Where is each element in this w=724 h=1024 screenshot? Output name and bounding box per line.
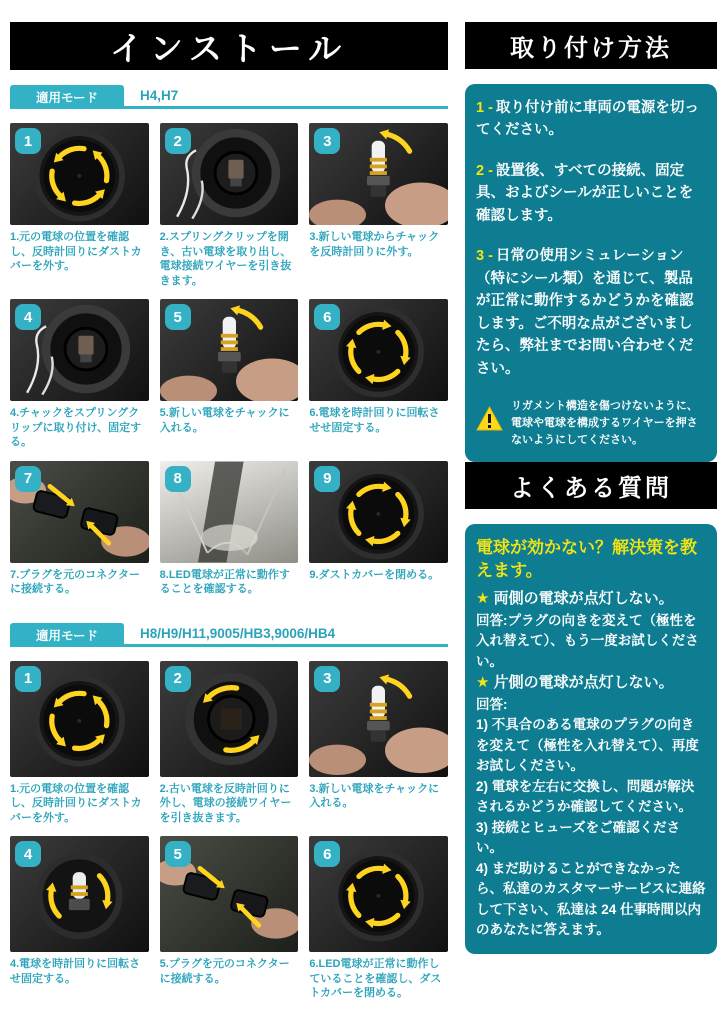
faq-answer-line: 1) 不具合のある電球のプラグの向きを変えて（極性を入れ替えて）、再度お試しください。 [476, 717, 699, 774]
method-title-bar [465, 22, 717, 69]
step-caption: 3.新しい電球からチャックを反時計回りに外す。 [309, 231, 440, 258]
faq-title: よくある質問 [510, 475, 672, 503]
mode-value: H4,H7 [140, 88, 179, 103]
step-cell [309, 461, 448, 608]
step-number-badge: 3 [314, 128, 340, 154]
step-photo [309, 123, 448, 225]
faq-answer-line: 回答: [476, 696, 508, 712]
step-cell [160, 123, 299, 299]
step-number-badge: 6 [314, 841, 340, 867]
step-number-badge: 5 [165, 304, 191, 330]
step-number-badge: 5 [165, 841, 191, 867]
step-cell [160, 661, 299, 837]
step-cell [160, 461, 299, 608]
step-number-badge: 7 [15, 466, 41, 492]
step-photo [10, 836, 149, 952]
step-photo [160, 461, 299, 563]
step-photo [160, 299, 299, 401]
warning-text: リガメント構造を傷つけないように、電球や電球を構成するワイヤーを押さないようにしてください。 [511, 400, 698, 447]
step-photo [10, 299, 149, 401]
mode-value: H8/H9/H11,9005/HB3,9006/HB4 [140, 625, 336, 641]
faq-heading: 電球が効かない？解決策を教えます。 [476, 538, 697, 581]
step-caption: 2.スプリングクリップを開き、古い電球を取り出し、電球接続ワイヤーを引き抜きます。 [159, 231, 292, 287]
mode-label-tab: 適用モード [10, 85, 124, 109]
step-caption: 9.ダストカバーを閉める。 [309, 568, 440, 581]
step-photo [309, 836, 448, 952]
warning-note [476, 398, 706, 449]
method-box [465, 84, 717, 462]
method-item [476, 245, 706, 380]
method-title: 取り付け方法 [510, 35, 672, 62]
step-photo [309, 661, 448, 777]
page-title: インストール [109, 29, 349, 67]
faq-question-line [476, 672, 706, 695]
star-icon: ★ [476, 674, 494, 692]
step-photo [160, 123, 299, 225]
step-caption: 7.プラグを元のコネクターに接続する。 [10, 568, 140, 596]
step-cell [10, 123, 149, 299]
faq-answer-line: 2) 電球を左右に交換し、問題が解決されるかどうか確認してください。 [476, 778, 695, 815]
mode-row [10, 620, 448, 647]
step-number-badge: 3 [314, 666, 340, 692]
faq-box [465, 524, 717, 954]
step-caption: 3.新しい電球をチャックに入れる。 [309, 782, 440, 810]
step-number-badge: 2 [165, 666, 191, 692]
faq-title-bar [465, 462, 717, 509]
install-sections [10, 82, 448, 1012]
method-item-number: 1 - [476, 100, 493, 116]
method-item [476, 97, 706, 142]
step-caption: 4.チャックをスプリングクリップに取り付け、固定する。 [10, 407, 142, 449]
step-photo [10, 123, 149, 225]
step-number-badge: 2 [165, 128, 191, 154]
faq-answer-line: 回答:プラグの向きを変えて（極性を入れ替えて）、もう一度お試しください。 [476, 612, 699, 669]
step-photo [309, 461, 448, 563]
step-cell [160, 836, 299, 1012]
method-item-number: 2 - [476, 162, 493, 179]
step-number-badge: 9 [314, 466, 340, 492]
step-caption: 2.古い電球を反時計回りに外し、電球の接続ワイヤーを引き抜きます。 [159, 782, 292, 824]
method-item [476, 160, 706, 227]
step-number-badge: 8 [165, 466, 191, 492]
step-photo [10, 661, 149, 777]
method-item-list [476, 97, 706, 380]
mode-row [10, 82, 448, 109]
step-photo [309, 299, 448, 401]
step-caption: 1.元の電球の位置を確認し、反時計回りにダストカバーを外す。 [10, 782, 142, 824]
step-caption: 6.LED電球が正常に動作していることを確認し、ダストカバーを閉める。 [309, 958, 442, 1000]
step-cell [309, 299, 448, 461]
step-photo [10, 461, 149, 563]
step-number-badge: 4 [15, 841, 41, 867]
step-photo [160, 836, 299, 952]
faq-answer-line: 3) 接続とヒューズをご確認ください。 [476, 819, 681, 856]
faq-question-line [476, 588, 706, 611]
method-item-text: 取り付け前に車両の電源を切ってください。 [476, 100, 699, 139]
step-caption: 8.LED電球が正常に動作することを確認する。 [159, 568, 290, 596]
step-cell [309, 661, 448, 837]
install-column [10, 22, 448, 1012]
mode-label-tab: 適用モード [10, 623, 124, 647]
step-caption: 5.新しい電球をチャックに入れる。 [159, 407, 290, 434]
faq-question-text: 両側の電球が点灯しない。 [493, 590, 674, 608]
step-cell [10, 299, 149, 461]
step-caption: 5.プラグを元のコネクターに接続する。 [159, 958, 290, 985]
step-number-badge: 1 [15, 128, 41, 154]
step-caption: 1.元の電球の位置を確認し、反時計回りにダストカバーを外す。 [10, 231, 142, 273]
info-column [465, 22, 717, 954]
step-cell [160, 299, 299, 461]
faq-answer-line: 4) まだ助けることができなかったら、私達のカスタマーサービスに連絡して下さい、私達は 24 仕事時間以内のあなたに答えます。 [476, 860, 706, 938]
step-number-badge: 4 [15, 304, 41, 330]
method-item-text: 設置後、すべての接続、固定具、およびシールが正しいことを確認します。 [476, 162, 694, 224]
method-item-text: 日常の使用シミュレーション（特にシール類）を通じて、製品が正常に動作するかどうかを確認します。ご不明な点がございましたら、弊社までお問い合わせください。 [476, 248, 694, 377]
step-cell [10, 661, 149, 837]
step-caption: 6.電球を時計回りに回転させせ固定する。 [309, 407, 440, 434]
install-title-bar [10, 22, 448, 70]
warning-triangle-icon [476, 406, 503, 431]
step-cell [309, 836, 448, 1012]
faq-lines [476, 588, 706, 941]
faq-question-text: 片側の電球が点灯しない。 [493, 674, 674, 692]
step-caption: 4.電球を時計回りに回転させ固定する。 [10, 958, 141, 985]
step-cell [309, 123, 448, 299]
steps-grid [10, 123, 448, 608]
steps-grid [10, 661, 448, 1012]
method-item-number: 3 - [476, 248, 493, 265]
step-cell [10, 836, 149, 1012]
step-photo [160, 661, 299, 777]
star-icon: ★ [476, 590, 494, 608]
step-number-badge: 1 [15, 666, 41, 692]
step-number-badge: 6 [314, 304, 340, 330]
step-cell [10, 461, 149, 608]
